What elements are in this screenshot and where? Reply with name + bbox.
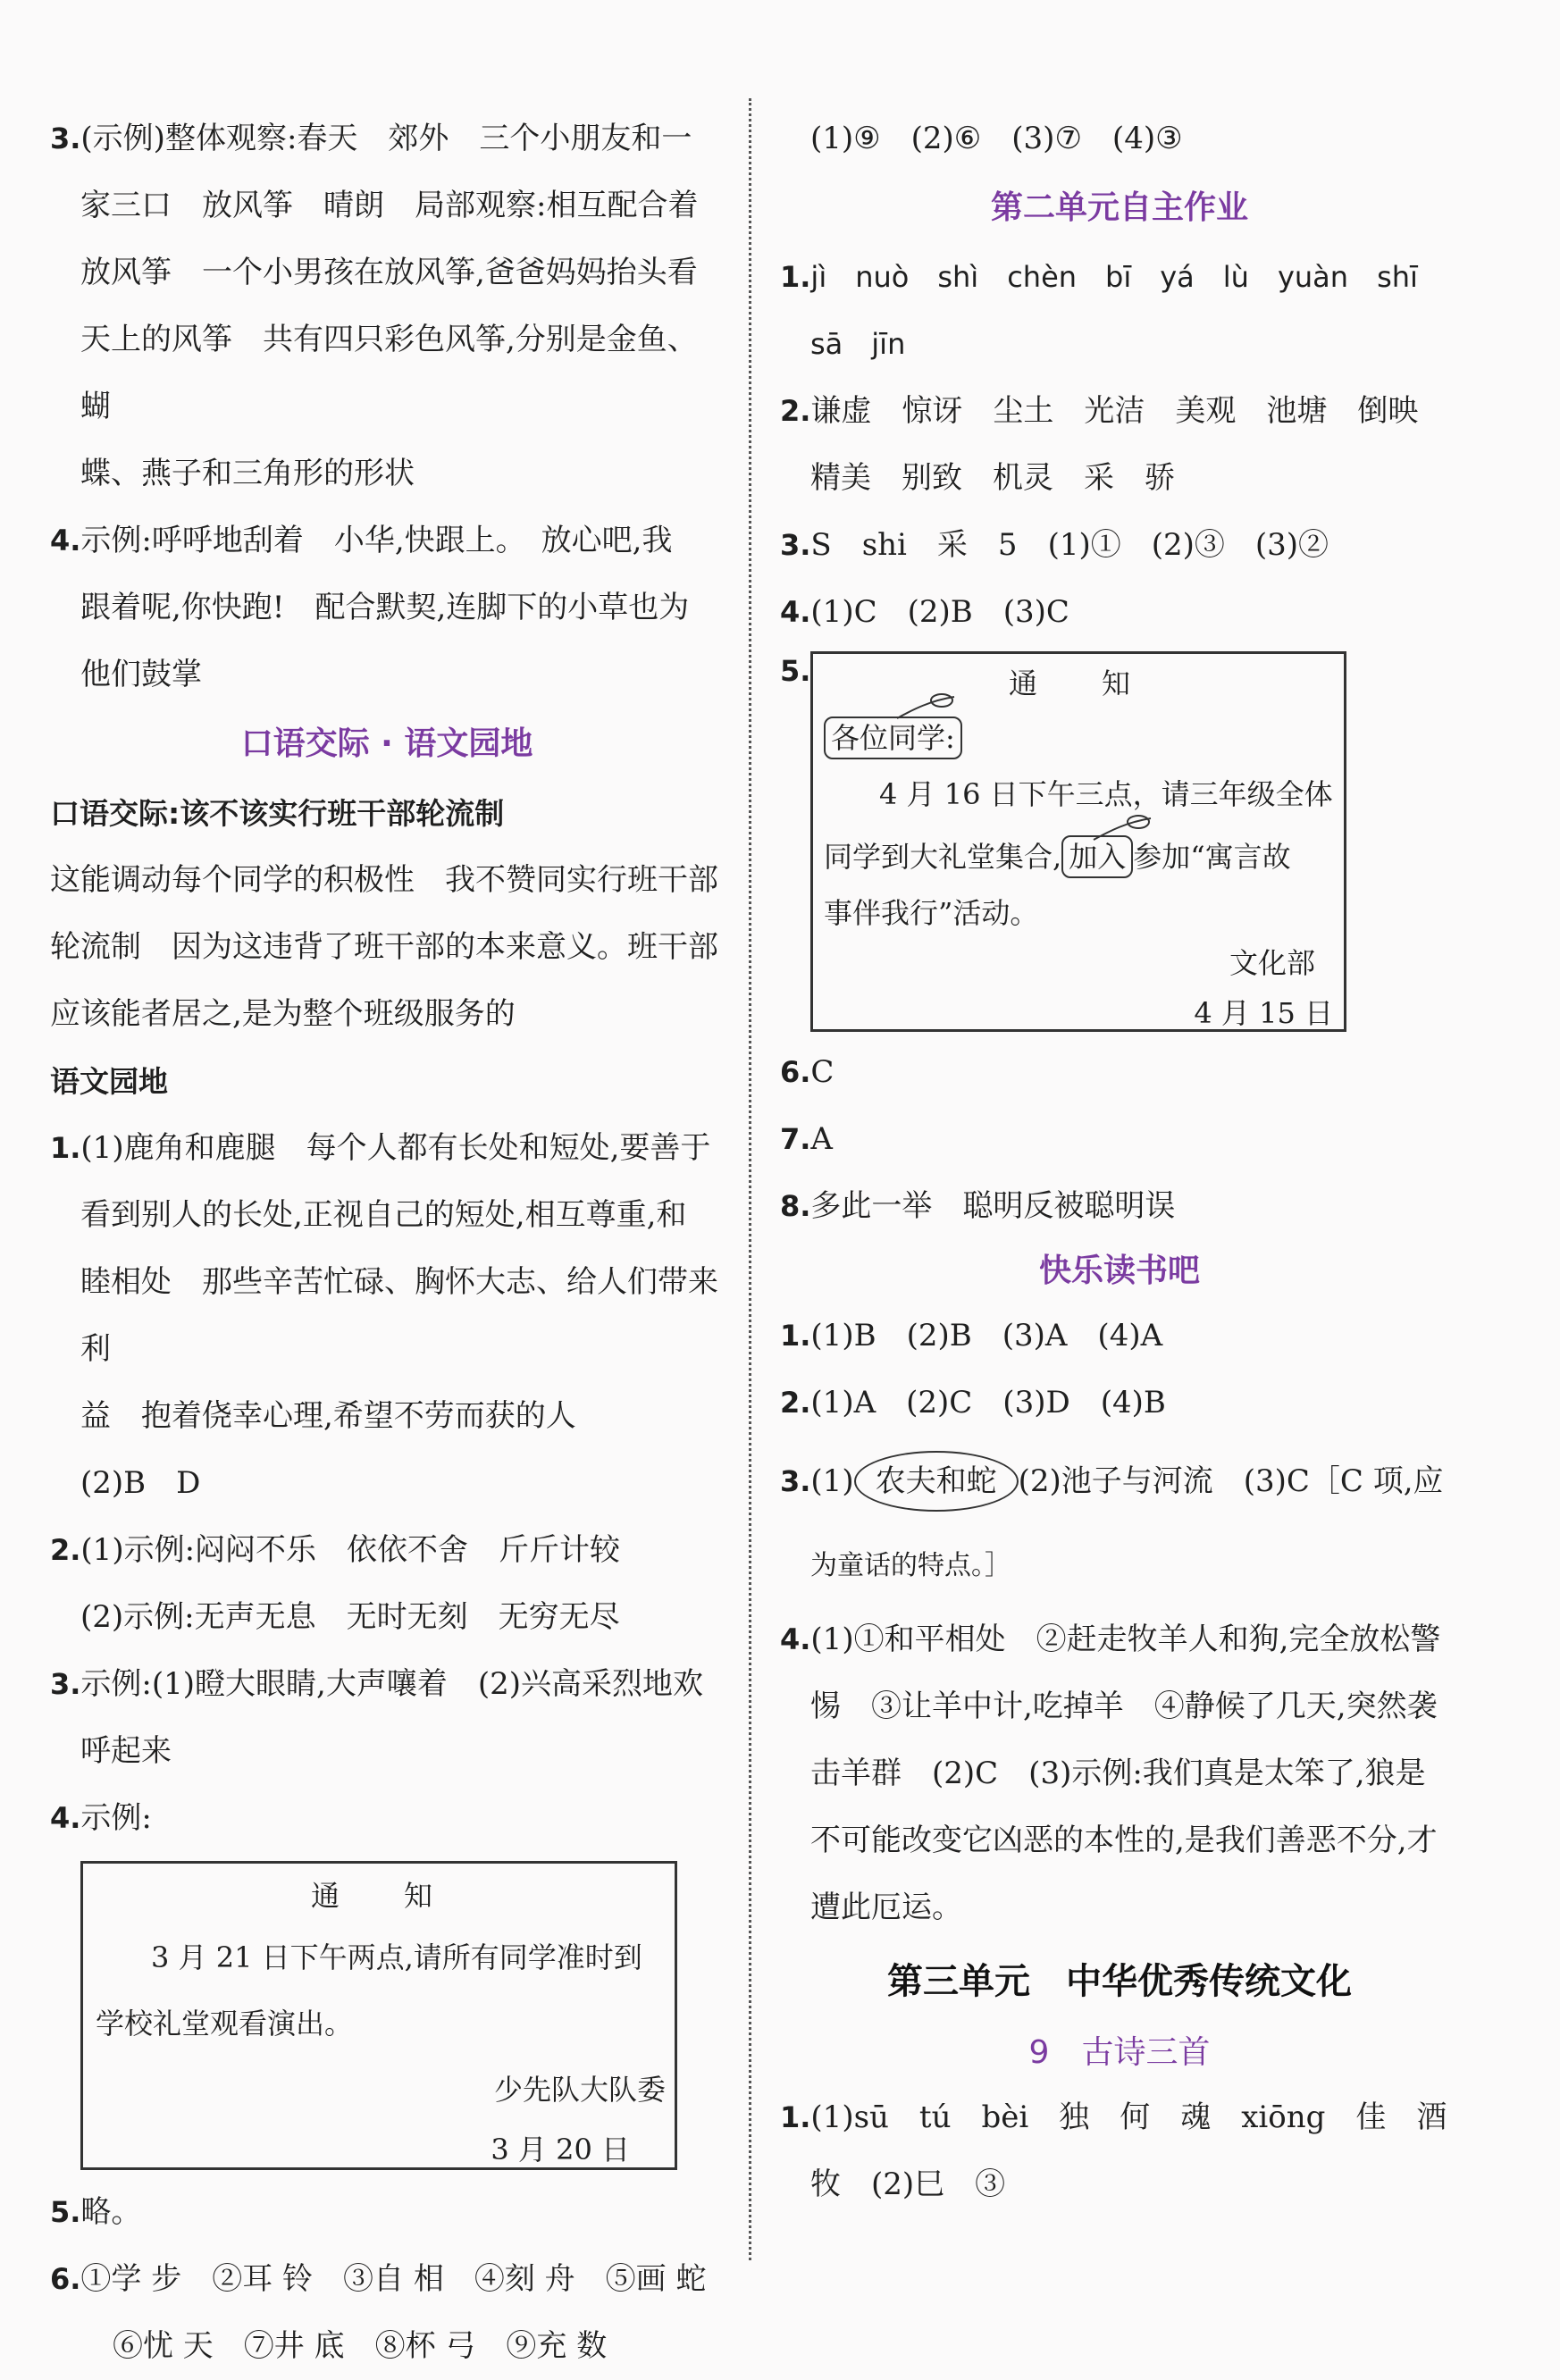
notice-date: 3 月 20 日 bbox=[491, 2133, 630, 2166]
item-number: 3. bbox=[780, 528, 811, 562]
notice-body: 3 月 21 日下午两点,请所有同学准时到 bbox=[151, 1940, 642, 1974]
notice-body: 参加“寓言故 bbox=[1133, 840, 1291, 874]
item-number: 3. bbox=[780, 1464, 811, 1498]
answer-line: jì nuò shì chèn bī yá lù yuàn shī bbox=[810, 260, 1418, 294]
answer-line: 多此一举 聪明反被聪明误 bbox=[810, 1188, 1176, 1224]
answer-line: 牧 (2)巳 ③ bbox=[810, 2166, 1006, 2202]
unit2-answer-1 bbox=[780, 244, 1459, 378]
item-number: 5. bbox=[780, 654, 811, 688]
answer-line: 惕 ③让羊中计,吃掉羊 ④静候了几天,突然袭 bbox=[810, 1689, 1438, 1724]
answer-line: 天上的风筝 共有四只彩色风筝,分别是金鱼、蝴 bbox=[80, 322, 698, 424]
answer-line: (1)①和平相处 ②赶走牧羊人和狗,完全放松警 bbox=[810, 1622, 1441, 1657]
answer-line: 呼起来 bbox=[80, 1733, 172, 1769]
answer-line: 这能调动每个同学的积极性 我不赞同实行班干部 bbox=[50, 862, 718, 898]
answer-line: A bbox=[810, 1121, 833, 1157]
notice-title: 通 知 bbox=[1008, 666, 1148, 700]
item-number: 8. bbox=[780, 1189, 811, 1223]
answer-line: (1) bbox=[810, 1463, 854, 1499]
answer-line: 跟着呢,你快跑! 配合默契,连脚下的小草也为 bbox=[80, 590, 690, 625]
answer-line: (1)A (2)C (3)D (4)B bbox=[810, 1385, 1166, 1420]
answer-line: 击羊群 (2)C (3)示例:我们真是太笨了,狼是 bbox=[810, 1756, 1426, 1791]
notice-signature: 少先队大队委 bbox=[493, 2073, 666, 2107]
item-number: 1. bbox=[780, 1319, 811, 1353]
answer-line: (1)B (2)B (3)A (4)A bbox=[810, 1318, 1163, 1353]
answer-line: sā jīn bbox=[810, 327, 906, 361]
section-heading-unit3: 第三单元 中华优秀传统文化 bbox=[887, 1961, 1352, 2002]
item-number: 3. bbox=[50, 1667, 81, 1701]
item-number: 6. bbox=[50, 2262, 81, 2296]
answer-line: 示例: bbox=[80, 1800, 152, 1836]
column-divider bbox=[749, 98, 751, 2260]
right-column bbox=[780, 105, 1459, 2218]
section-heading-reading: 快乐读书吧 bbox=[1038, 1253, 1200, 1289]
item-number: 4. bbox=[50, 524, 81, 557]
notice-body: 事伴我行”活动。 bbox=[824, 896, 1039, 930]
answer-line: 放风筝 一个小男孩在放风筝,爸爸妈妈抬头看 bbox=[80, 255, 698, 290]
item-number: 2. bbox=[780, 1386, 811, 1420]
answer-line: (1)鹿角和鹿腿 每个人都有长处和短处,要善于 bbox=[80, 1130, 711, 1166]
answer-line: 轮流制 因为这违背了班干部的本来意义。班干部 bbox=[50, 929, 718, 965]
answer-3 bbox=[50, 105, 724, 507]
reading-answer-3 bbox=[780, 1437, 1459, 1606]
answer-line: (2)示例:无声无息 无时无刻 无穷无尽 bbox=[80, 1599, 620, 1635]
garden-answer-2 bbox=[50, 1517, 724, 1651]
notice-body-row bbox=[824, 825, 1333, 888]
answer-line: (1)⑨ (2)⑥ (3)⑦ (4)③ bbox=[810, 121, 1183, 156]
answer-line: 蝶、燕子和三角形的形状 bbox=[80, 456, 415, 491]
answer-line: 益 抱着侥幸心理,希望不劳而获的人 bbox=[80, 1398, 576, 1434]
item-number: 6. bbox=[780, 1055, 811, 1089]
answer-line: 略。 bbox=[80, 2194, 142, 2230]
notice-greeting: 各位同学: bbox=[824, 717, 962, 759]
answer-line: (2)B D bbox=[80, 1465, 201, 1501]
left-column bbox=[50, 105, 724, 2380]
item-number: 1. bbox=[780, 260, 811, 294]
section-heading-unit2: 第二单元自主作业 bbox=[990, 189, 1248, 226]
answer-line: (1)C (2)B (3)C bbox=[810, 594, 1069, 630]
notice-greeting-row bbox=[824, 713, 1333, 763]
item-number: 4. bbox=[780, 1622, 811, 1656]
answer-line: 不可能改变它凶恶的本性的,是我们善恶不分,才 bbox=[810, 1823, 1438, 1858]
garden-subtitle: 语文园地 bbox=[50, 1064, 168, 1099]
answer-line: S shi 采 5 (1)① (2)③ (3)② bbox=[810, 527, 1329, 563]
garden-answer-1 bbox=[50, 1115, 724, 1517]
answer-line: 他们鼓掌 bbox=[80, 657, 202, 692]
item-number: 4. bbox=[50, 1801, 81, 1835]
answer-line: (1)示例:闷闷不乐 依依不舍 斤斤计较 bbox=[80, 1532, 621, 1568]
answer-line: 家三口 放风筝 晴朗 局部观察:相互配合着 bbox=[80, 188, 699, 223]
answer-line: C bbox=[810, 1054, 835, 1090]
answer-line: (2)池子与河流 (3)C［C 项,应 bbox=[1018, 1463, 1444, 1499]
item-number: 3. bbox=[50, 122, 81, 155]
correction-mark-icon bbox=[895, 691, 958, 722]
oral-subtitle: 口语交际:该不该实行班干部轮流制 bbox=[50, 796, 505, 831]
section-heading-oral: 口语交际 · 语文园地 bbox=[240, 725, 533, 762]
garden-answer-6 bbox=[50, 2246, 724, 2380]
answer-line: ⑥忧 天 ⑦井 底 ⑧杯 弓 ⑨充 数 bbox=[113, 2328, 608, 2364]
notice-box bbox=[810, 651, 1346, 1032]
answer-line: 示例:呼呼地刮着 小华,快跟上。 放心吧,我 bbox=[80, 523, 673, 558]
garden-answer-3 bbox=[50, 1651, 724, 1785]
item-number: 2. bbox=[780, 394, 811, 428]
answer-line: 遭此厄运。 bbox=[810, 1890, 962, 1925]
notice-title: 通 知 bbox=[310, 1879, 450, 1913]
notice-body: 4 月 16 日下午三点，请三年级全体 bbox=[879, 777, 1333, 811]
item-number: 4. bbox=[780, 595, 811, 629]
lesson-heading: 9 古诗三首 bbox=[1028, 2034, 1211, 2071]
notice-body: 学校礼堂观看演出。 bbox=[96, 2007, 354, 2041]
notice-circled-word: 加入 bbox=[1061, 835, 1133, 878]
item-number: 1. bbox=[50, 1131, 81, 1165]
answer-line: 示例:(1)瞪大眼睛,大声嚷着 (2)兴高采烈地欢 bbox=[80, 1666, 704, 1702]
unit2-answer-5 bbox=[780, 646, 1459, 1039]
notice-date: 4 月 15 日 bbox=[1194, 996, 1333, 1030]
notice-body: 同学到大礼堂集合, bbox=[824, 840, 1062, 874]
answer-line: ①学 步 ②耳 铃 ③自 相 ④刻 舟 ⑤画 蛇 bbox=[80, 2261, 707, 2297]
item-number: 2. bbox=[50, 1533, 81, 1567]
answer-line: 谦虚 惊讶 尘土 光洁 美观 池塘 倒映 bbox=[810, 393, 1419, 429]
answer-line: (示例)整体观察:春天 郊外 三个小朋友和一 bbox=[80, 121, 692, 156]
notice-box bbox=[80, 1861, 677, 2170]
garden-answer-4 bbox=[50, 1785, 724, 2170]
circled-answer: 农夫和蛇 bbox=[854, 1451, 1019, 1512]
answer-line: 应该能者居之,是为整个班级服务的 bbox=[50, 996, 516, 1032]
answer-4 bbox=[50, 507, 724, 708]
unit2-answer-2 bbox=[780, 378, 1459, 512]
answer-line: 睦相处 那些辛苦忙碌、胸怀大志、给人们带来利 bbox=[80, 1264, 718, 1367]
answer-line: 精美 别致 机灵 采 骄 bbox=[810, 460, 1175, 496]
lesson-answer-1 bbox=[780, 2084, 1459, 2218]
item-number: 7. bbox=[780, 1122, 811, 1156]
item-number: 1. bbox=[780, 2100, 811, 2134]
answer-note: 为童话的特点。］ bbox=[810, 1550, 1011, 1581]
answer-line: (1)sū tú bèi 独 何 魂 xiōng 佳 酒 bbox=[810, 2099, 1447, 2135]
reading-answer-4 bbox=[780, 1606, 1459, 1941]
correction-mark-icon bbox=[1092, 813, 1154, 843]
item-number: 5. bbox=[50, 2195, 81, 2229]
answer-line: 看到别人的长处,正视自己的短处,相互尊重,和 bbox=[80, 1197, 687, 1233]
notice-signature: 文化部 bbox=[1229, 946, 1315, 980]
